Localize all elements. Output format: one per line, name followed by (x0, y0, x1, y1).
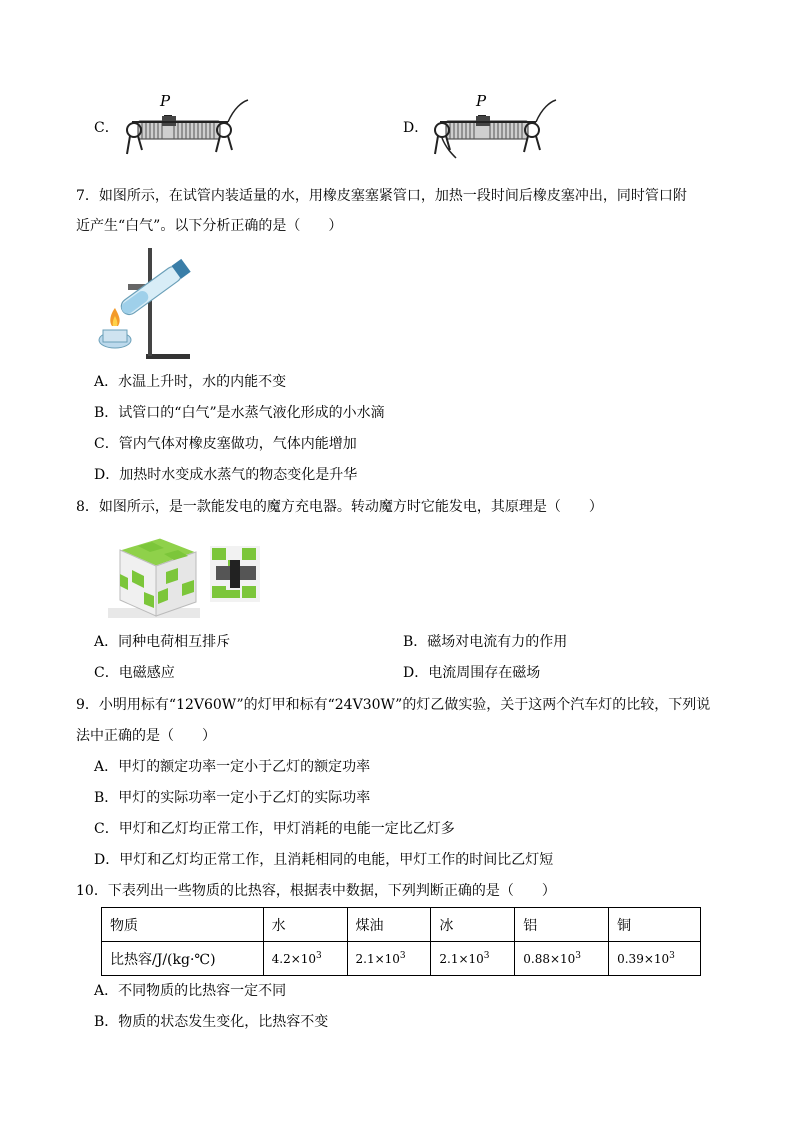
q9-option-c[interactable]: C．甲灯和乙灯均正常工作，甲灯消耗的电能一定比乙灯多 (94, 821, 455, 837)
table-cell: 铝 (515, 908, 609, 942)
rheostat-c-drawing (124, 92, 250, 162)
table-row (102, 908, 701, 942)
q8-option-d[interactable]: D．电流周围存在磁场 (403, 665, 541, 681)
table-cell (609, 942, 701, 976)
value-exponent: 3 (399, 950, 406, 961)
rheostat-figure-c (124, 92, 250, 162)
table-cell: 冰 (431, 908, 515, 942)
value-exponent: 3 (483, 950, 490, 961)
table-cell (347, 942, 431, 976)
q6-option-c-label: C． (94, 120, 119, 136)
rheostat-d-drawing (432, 92, 558, 162)
value-mantissa: 2.1×10 (439, 951, 484, 966)
q8-option-c[interactable]: C．电磁感应 (94, 665, 175, 681)
magic-cube-charger-figure (108, 530, 268, 620)
table-cell: 铜 (609, 908, 701, 942)
q8-option-a[interactable]: A．同种电荷相互排斥 (94, 634, 231, 650)
q8-stem: 8．如图所示，是一款能发电的魔方充电器。转动魔方时它能发电，其原理是（ ） (76, 499, 603, 515)
value-mantissa: 2.1×10 (355, 951, 400, 966)
table-cell (431, 942, 515, 976)
table-cell: 煤油 (347, 908, 431, 942)
table-cell (515, 942, 609, 976)
q10-option-b[interactable]: B．物质的状态发生变化，比热容不变 (94, 1014, 329, 1030)
value-exponent: 3 (669, 950, 675, 961)
q7-option-d[interactable]: D．加热时水变成水蒸气的物态变化是升华 (94, 467, 358, 483)
value-exponent: 3 (575, 950, 582, 961)
q9-option-b[interactable]: B．甲灯的实际功率一定小于乙灯的实际功率 (94, 790, 371, 806)
test-tube-drawing (92, 246, 192, 362)
q9-stem-line1: 9．小明用标有“12V60W”的灯甲和标有“24V30W”的灯乙做实验，关于这两个汽车灯的比较，下列说 (76, 697, 711, 713)
test-tube-heating-figure (92, 246, 192, 362)
q7-option-a[interactable]: A．水温上升时，水的内能不变 (94, 374, 287, 390)
slider-label-p: P (476, 92, 487, 110)
table-cell: 比热容/J/(kg·℃) (102, 942, 264, 976)
table-cell (263, 942, 347, 976)
magic-cube-drawing (108, 530, 268, 620)
value-mantissa: 0.39×10 (617, 951, 670, 966)
q7-option-c[interactable]: C．管内气体对橡皮塞做功，气体内能增加 (94, 436, 357, 452)
q9-option-d[interactable]: D．甲灯和乙灯均正常工作，且消耗相同的电能，甲灯工作的时间比乙灯短 (94, 852, 554, 868)
q7-option-b[interactable]: B．试管口的“白气”是水蒸气液化形成的小水滴 (94, 405, 385, 421)
table-cell: 水 (263, 908, 347, 942)
value-mantissa: 0.88×10 (523, 951, 576, 966)
value-exponent: 3 (316, 950, 322, 961)
q6-option-d-label: D． (403, 120, 429, 136)
rheostat-figure-d (432, 92, 558, 162)
table-row (102, 942, 701, 976)
slider-label-p: P (160, 92, 171, 110)
q10-option-a[interactable]: A．不同物质的比热容一定不同 (94, 983, 287, 999)
value-mantissa: 4.2×10 (271, 951, 317, 966)
q7-stem-line2: 近产生“白气”。以下分析正确的是（ ） (76, 218, 343, 234)
q8-option-b[interactable]: B．磁场对电流有力的作用 (403, 634, 568, 650)
table-cell: 物质 (102, 908, 264, 942)
q7-stem-line1: 7．如图所示，在试管内装适量的水，用橡皮塞塞紧管口，加热一段时间后橡皮塞冲出，同时管口附 (76, 188, 687, 204)
q9-option-a[interactable]: A．甲灯的额定功率一定小于乙灯的额定功率 (94, 759, 371, 775)
q10-stem: 10．下表列出一些物质的比热容，根据表中数据，下列判断正确的是（ ） (76, 883, 556, 899)
q9-stem-line2: 法中正确的是（ ） (76, 728, 216, 744)
specific-heat-table (101, 907, 701, 976)
